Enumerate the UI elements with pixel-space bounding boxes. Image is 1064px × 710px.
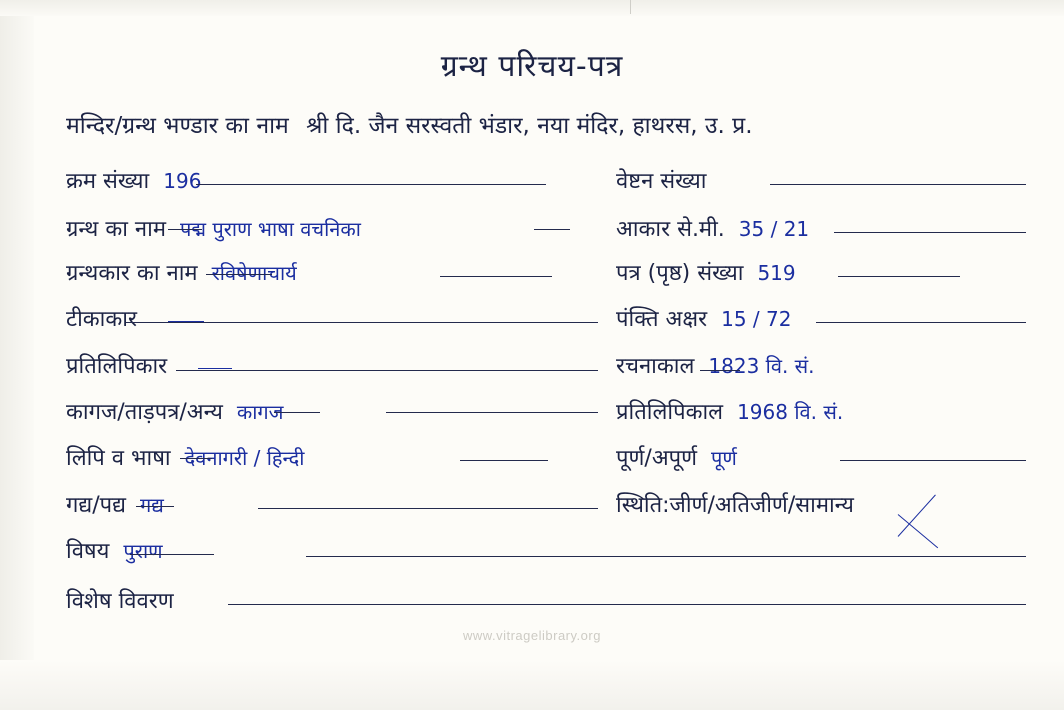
rule: [126, 322, 598, 323]
rule: [196, 184, 546, 185]
field-label: विषय: [66, 539, 110, 564]
field-value: पूर्ण: [711, 446, 737, 470]
field-sthiti: [616, 489, 854, 523]
field-value: 196: [163, 169, 202, 193]
field-veshtan-sankhya: [616, 165, 720, 199]
field-purn-apurn: [616, 442, 737, 476]
rule: [136, 506, 174, 507]
rule: [534, 229, 570, 230]
field-label: प्रतिलिपिकार: [66, 354, 168, 379]
field-value: रविषेणाचार्य: [211, 261, 297, 285]
field-lipi-bhasha: [66, 442, 304, 476]
field-pankti-akshar: [616, 303, 791, 337]
field-label: विशेष विवरण: [66, 589, 174, 614]
form-row: [66, 535, 1026, 569]
field-pratilipikar: [66, 350, 167, 384]
rule: [274, 412, 320, 413]
page-title: ग्रन्थ परिचय-पत्र: [440, 49, 624, 84]
field-label: वेष्टन संख्या: [616, 169, 707, 194]
field-granth-ka-naam: [66, 213, 361, 247]
form-row: [66, 442, 1026, 476]
field-patra-sankhya: [616, 257, 796, 291]
field-tikakar: [66, 303, 137, 337]
field-label: कागज/ताड़पत्र/अन्य: [66, 400, 223, 425]
repository-line: [66, 108, 1044, 140]
field-label: पंक्ति अक्षर: [616, 307, 708, 332]
field-label: स्थिति:जीर्ण/अतिजीर्ण/सामान्य: [616, 493, 854, 518]
rule: [816, 322, 1026, 323]
field-label: आकार से.मी.: [616, 217, 725, 242]
form-row: [66, 350, 1026, 384]
field-label: रचनाकाल: [616, 354, 695, 379]
rule: [838, 276, 960, 277]
rule: [306, 556, 1026, 557]
paper-edge-left: [0, 0, 34, 710]
paper-edge-bottom: [0, 660, 1064, 710]
repository-value: श्री दि. जैन सरस्वती भंडार, नया मंदिर, हाथरस, उ. प्र.: [306, 113, 753, 139]
field-value: कागज: [236, 400, 284, 424]
rule: [130, 554, 214, 555]
field-kram-sankhya: [66, 165, 201, 199]
rule: [834, 232, 1026, 233]
field-value: गद्य: [140, 493, 164, 517]
tikakar-dash: [168, 321, 204, 322]
field-vishay: [66, 535, 163, 569]
field-rachnakal: [616, 350, 815, 384]
field-label: ग्रन्थ का नाम: [66, 217, 166, 242]
field-kagaj-tadpatra-anya: [66, 396, 283, 430]
field-value: पद्म पुराण भाषा वचनिका: [180, 217, 361, 241]
rule: [180, 458, 212, 459]
rule: [770, 184, 1026, 185]
field-pratilipikal: [616, 396, 843, 430]
rule: [258, 508, 598, 509]
form-row: [66, 489, 1026, 523]
form-row: [66, 303, 1026, 337]
field-value: 1823 वि. सं.: [708, 354, 815, 378]
rule: [700, 370, 740, 371]
rule: [206, 274, 272, 275]
field-value: 35 / 21: [738, 217, 810, 241]
field-value: 15 / 72: [721, 307, 792, 331]
rule: [228, 604, 1026, 605]
field-label: टीकाकार: [66, 307, 137, 332]
pratilipikar-dash: [198, 368, 232, 369]
field-label: पूर्ण/अपूर्ण: [616, 446, 698, 471]
rule: [176, 370, 598, 371]
rule: [840, 460, 1026, 461]
field-value: 519: [757, 261, 796, 285]
field-aakar-sem: [616, 213, 809, 247]
form-row: [66, 396, 1026, 430]
form-row: [66, 585, 1026, 619]
paper-edge-top: [0, 0, 1064, 16]
field-vishesh-vivaran: [66, 585, 174, 619]
rule: [386, 412, 598, 413]
rule: [168, 229, 202, 230]
field-value: पुराण: [123, 539, 163, 563]
field-label: ग्रन्थकार का नाम: [66, 261, 198, 286]
field-label: लिपि व भाषा: [66, 446, 171, 471]
field-label: प्रतिलिपिकाल: [616, 400, 724, 425]
paper-fold-mark: [630, 0, 631, 14]
form-row: [66, 165, 1026, 199]
form-row: [66, 213, 1026, 247]
rule: [440, 276, 552, 277]
watermark-text: www.vitragelibrary.org: [463, 628, 601, 643]
field-value: 1968 वि. सं.: [737, 400, 844, 424]
field-label: गद्य/पद्य: [66, 493, 127, 518]
field-value: देवनागरी / हिन्दी: [184, 446, 305, 470]
repository-label: मन्दिर/ग्रन्थ भण्डार का नाम: [66, 113, 289, 139]
field-label: पत्र (पृष्ठ) संख्या: [616, 261, 744, 286]
field-label: क्रम संख्या: [66, 169, 150, 194]
rule: [460, 460, 548, 461]
